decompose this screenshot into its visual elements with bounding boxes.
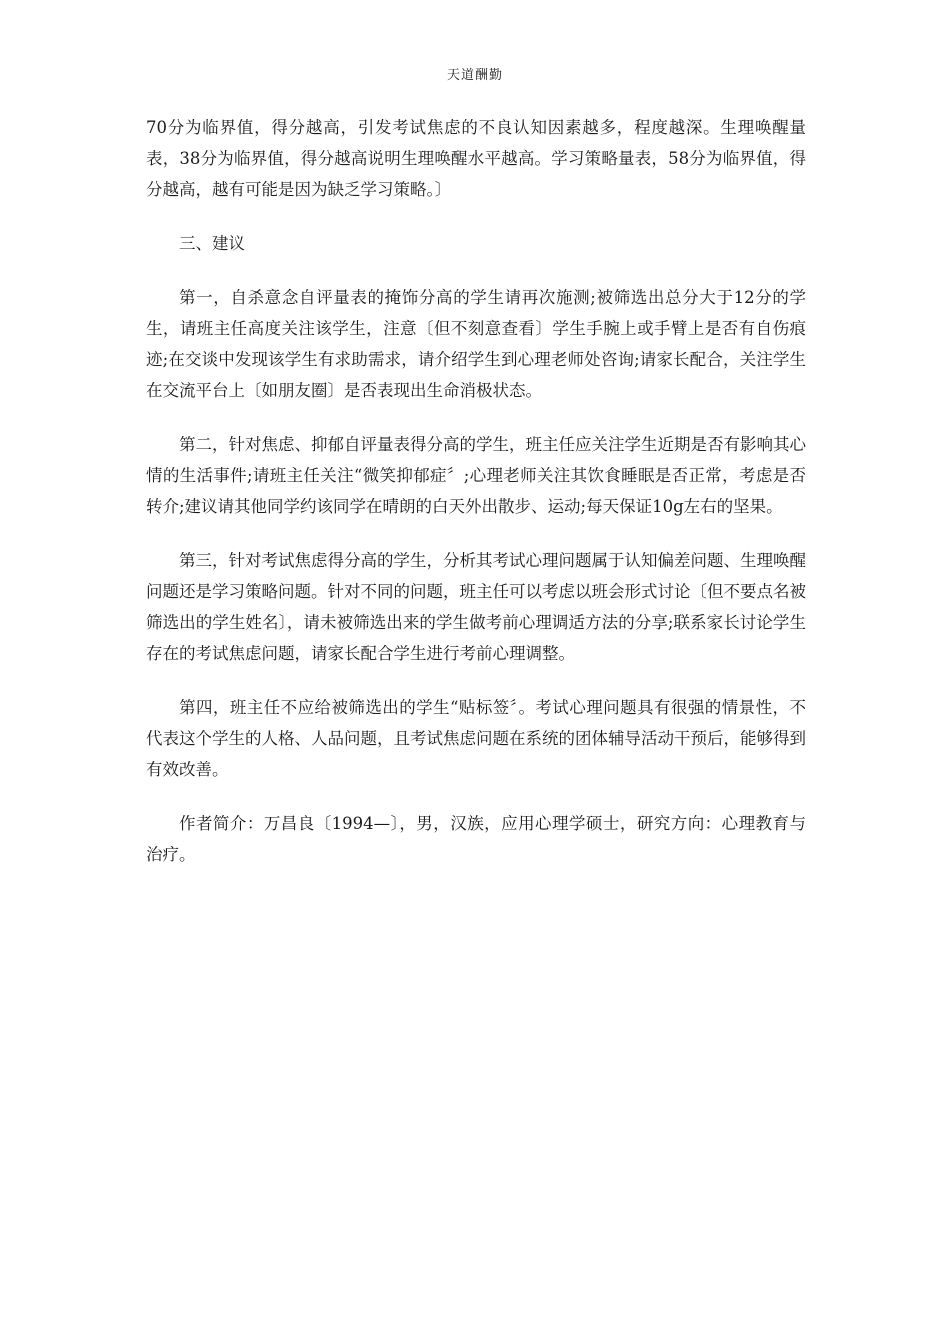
suggestion-paragraph-2: 第二，针对焦虑、抑郁自评量表得分高的学生，班主任应关注学生近期是否有影响其心情的生活事件;请班主任关注“微笑抑郁症〞;心理老师关注其饮食睡眠是否正常，考虑是否转介;建议请其他同学约该同学在晴朗的白天外出散步、运动;每天保证10g左右的坚果。 (146, 435, 806, 516)
suggestion-paragraph-1: 第一，自杀意念自评量表的掩饰分高的学生请再次施测;被筛选出总分大于12分的学生，请班主任高度关注该学生，注意〔但不刻意查看〕学生手腕上或手臂上是否有自伤痕迹;在交谈中发现该学生有求助需求，请介绍学生到心理老师处咨询;请家长配合，关注学生在交流平台上〔如朋友圈〕是否表现出生命消极状态。 (146, 288, 806, 400)
intro-paragraph: 70分为临界值，得分越高，引发考试焦虑的不良认知因素越多，程度越深。生理唤醒量表，38分为临界值，得分越高说明生理唤醒水平越高。学习策略量表，58分为临界值，得分越高，越有可能是因为缺乏学习策略。〕 (146, 118, 806, 199)
document-body (146, 112, 806, 893)
suggestion-paragraph-3: 第三，针对考试焦虑得分高的学生，分析其考试心理问题属于认知偏差问题、生理唤醒问题还是学习策略问题。针对不同的问题，班主任可以考虑以班会形式讨论〔但不要点名被筛选出的学生姓名〕，请未被筛选出来的学生做考前心理调适方法的分享;联系家长讨论学生存在的考试焦虑问题，请家长配合学生进行考前心理调整。 (146, 551, 806, 663)
author-bio: 作者简介：万昌良〔1994—〕，男，汉族，应用心理学硕士，研究方向：心理教育与治疗。 (146, 814, 806, 864)
suggestion-paragraph-4: 第四，班主任不应给被筛选出的学生“贴标签〞。考试心理问题具有很强的情景性，不代表这个学生的人格、人品问题，且考试焦虑问题在系统的团体辅导活动干预后，能够得到有效改善。 (146, 698, 806, 779)
section-heading: 三、建议 (179, 234, 245, 253)
page-header: 天道酬勤 (446, 68, 503, 83)
